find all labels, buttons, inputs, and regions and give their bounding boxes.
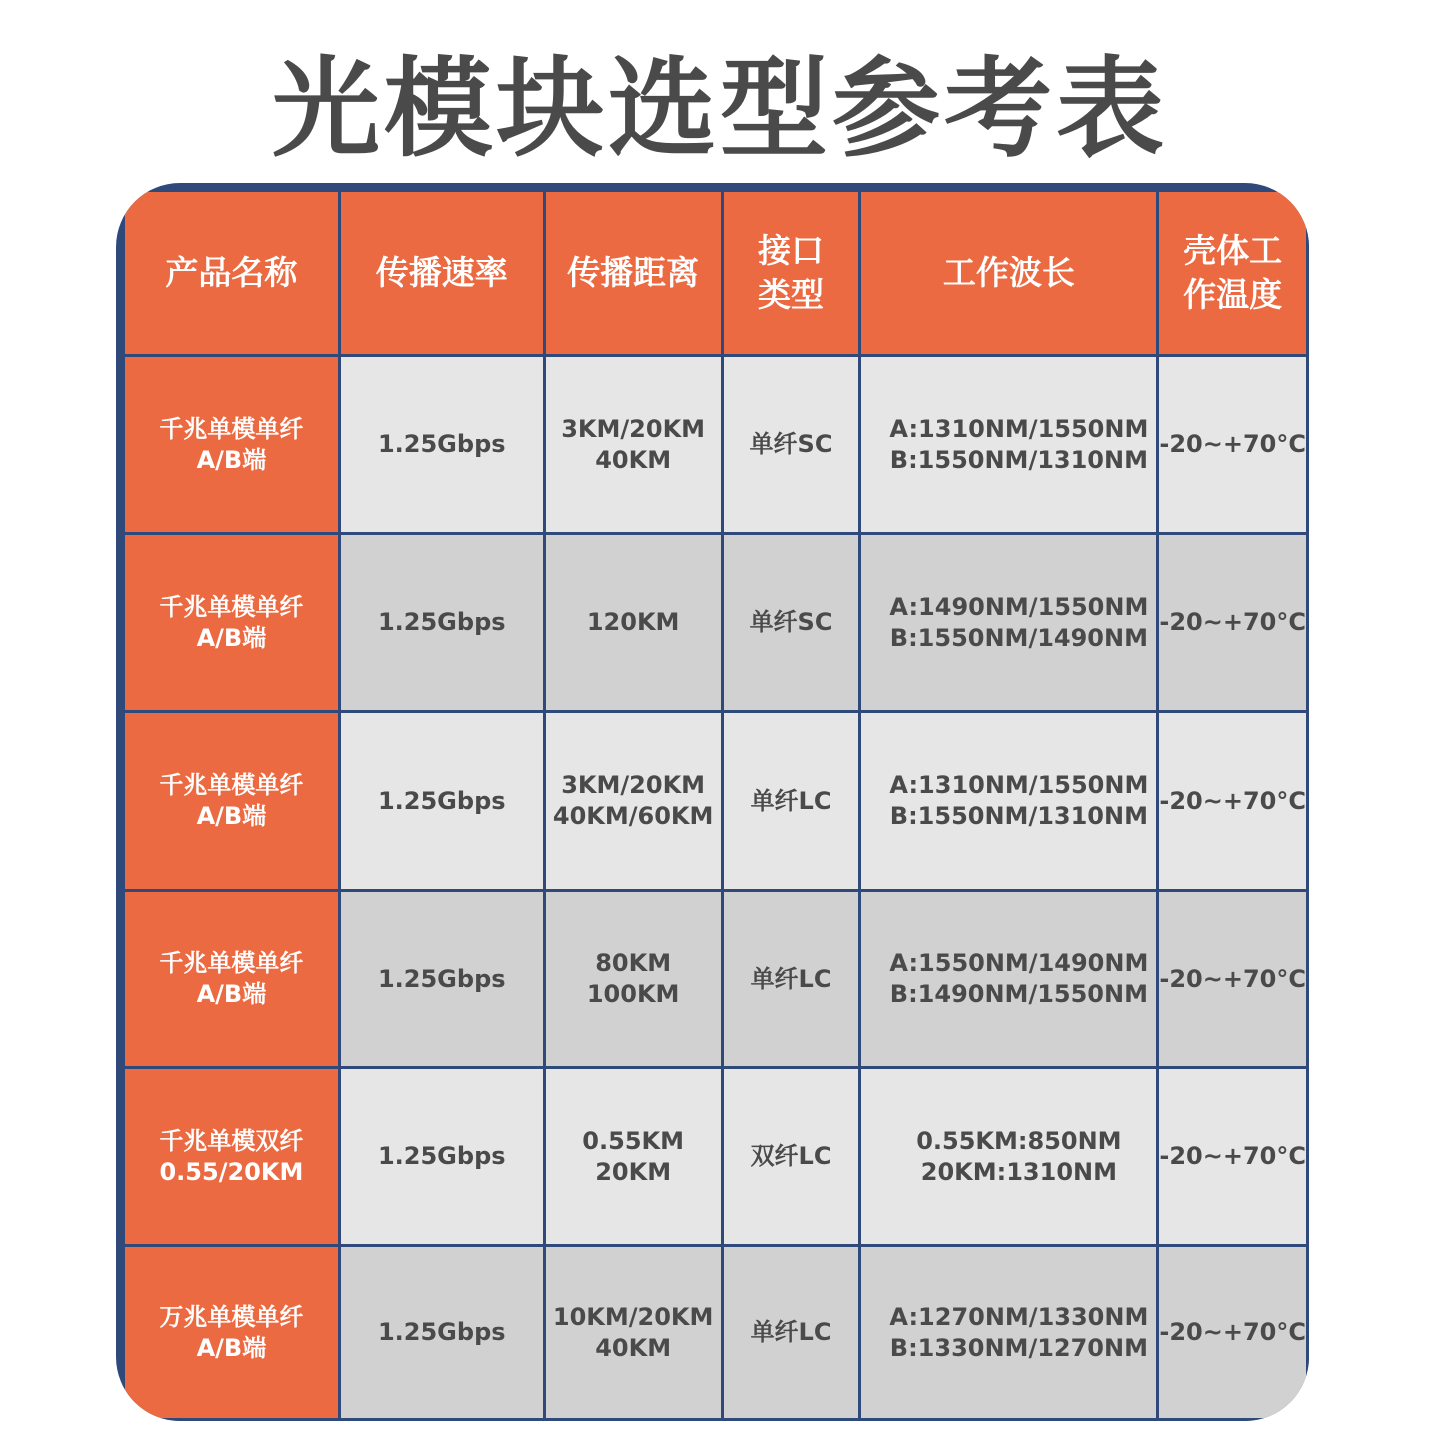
rate-cell bbox=[339, 712, 544, 891]
temperature-cell bbox=[1158, 534, 1308, 712]
product-name-cell-line: A/B端 bbox=[196, 445, 267, 474]
product-name-cell-line: 千兆单模单纤 bbox=[159, 414, 304, 443]
table-row bbox=[124, 534, 1308, 712]
product-name-cell-line: A/B端 bbox=[196, 623, 267, 652]
rate-cell-text: 1.25Gbps bbox=[377, 1142, 506, 1170]
distance-cell-line: 40KM/60KM bbox=[552, 802, 714, 830]
product-name-cell-line: 千兆单模单纤 bbox=[159, 949, 304, 977]
header-wavelength: 工作波长 bbox=[860, 191, 1158, 356]
product-name-cell-line: 万兆单模单纤 bbox=[159, 1302, 304, 1331]
temperature-cell-text: -20~+70°C bbox=[1159, 430, 1306, 458]
temperature-cell-text: -20~+70°C bbox=[1159, 1142, 1306, 1170]
wavelength-cell-line: B:1550NM/1310NM bbox=[889, 445, 1148, 474]
table-row bbox=[124, 1068, 1308, 1246]
distance-cell-line: 20KM bbox=[595, 1157, 672, 1186]
product-name-cell bbox=[124, 712, 340, 891]
wavelength-cell bbox=[860, 534, 1158, 712]
wavelength-cell bbox=[860, 1068, 1158, 1246]
interface-cell-text: 单纤LC bbox=[750, 1318, 832, 1346]
distance-cell-line: 0.55KM bbox=[582, 1126, 684, 1155]
product-name-cell-line: A/B端 bbox=[196, 1333, 267, 1362]
rate-cell-text: 1.25Gbps bbox=[377, 430, 506, 458]
temperature-cell bbox=[1158, 891, 1308, 1068]
wavelength-cell-line: B:1490NM/1550NM bbox=[889, 980, 1148, 1008]
header-temperature: 壳体工 作温度 bbox=[1158, 191, 1308, 356]
header-row bbox=[124, 191, 1308, 356]
temperature-cell bbox=[1158, 712, 1308, 891]
product-name-cell-line: 0.55/20KM bbox=[159, 1157, 304, 1186]
distance-cell bbox=[544, 356, 722, 534]
distance-cell-line: 3KM/20KM bbox=[561, 771, 706, 799]
header-rate: 传播速率 bbox=[339, 191, 544, 356]
rate-cell bbox=[339, 534, 544, 712]
interface-cell bbox=[722, 1246, 860, 1420]
distance-cell bbox=[544, 891, 722, 1068]
distance-cell-line: 120KM bbox=[586, 608, 680, 636]
interface-cell bbox=[722, 712, 860, 891]
interface-cell bbox=[722, 891, 860, 1068]
wavelength-cell-line: A:1490NM/1550NM bbox=[889, 592, 1149, 621]
interface-cell bbox=[722, 356, 860, 534]
interface-cell-text: 单纤SC bbox=[749, 608, 833, 636]
wavelength-cell bbox=[860, 712, 1158, 891]
temperature-cell bbox=[1158, 1068, 1308, 1246]
wavelength-cell-line: B:1550NM/1310NM bbox=[889, 802, 1148, 830]
temperature-cell bbox=[1158, 356, 1308, 534]
header-product-name: 产品名称 bbox=[124, 191, 340, 356]
distance-cell-line: 80KM bbox=[595, 949, 672, 977]
wavelength-cell-line: A:1550NM/1490NM bbox=[889, 949, 1149, 977]
distance-cell bbox=[544, 712, 722, 891]
interface-cell-text: 双纤LC bbox=[750, 1142, 832, 1170]
product-name-cell bbox=[124, 534, 340, 712]
temperature-cell bbox=[1158, 1246, 1308, 1420]
rate-cell-text: 1.25Gbps bbox=[377, 786, 506, 815]
product-name-cell-line: A/B端 bbox=[196, 802, 267, 830]
distance-cell-line: 100KM bbox=[586, 980, 680, 1008]
header-distance: 传播距离 bbox=[544, 191, 722, 356]
spec-table bbox=[122, 189, 1309, 1421]
product-name-cell bbox=[124, 356, 340, 534]
wavelength-cell-line: B:1550NM/1490NM bbox=[889, 623, 1148, 652]
product-name-cell bbox=[124, 891, 340, 1068]
interface-cell bbox=[722, 534, 860, 712]
interface-cell-text: 单纤LC bbox=[750, 964, 832, 993]
product-name-cell bbox=[124, 1246, 340, 1420]
wavelength-cell bbox=[860, 891, 1158, 1068]
wavelength-cell bbox=[860, 356, 1158, 534]
rate-cell bbox=[339, 356, 544, 534]
rate-cell bbox=[339, 1246, 544, 1420]
interface-cell bbox=[722, 1068, 860, 1246]
table-row bbox=[124, 356, 1308, 534]
temperature-cell-text: -20~+70°C bbox=[1159, 786, 1306, 815]
product-name-cell-line: 千兆单模单纤 bbox=[159, 592, 304, 621]
rate-cell-text: 1.25Gbps bbox=[377, 964, 506, 993]
table-row bbox=[124, 891, 1308, 1068]
product-name-cell-line: 千兆单模单纤 bbox=[159, 771, 304, 799]
wavelength-cell-line: 20KM:1310NM bbox=[920, 1157, 1117, 1186]
rate-cell-text: 1.25Gbps bbox=[377, 608, 506, 636]
rate-cell bbox=[339, 1068, 544, 1246]
distance-cell bbox=[544, 1246, 722, 1420]
product-name-cell bbox=[124, 1068, 340, 1246]
distance-cell bbox=[544, 534, 722, 712]
interface-cell-text: 单纤LC bbox=[750, 786, 832, 815]
wavelength-cell-line: A:1310NM/1550NM bbox=[889, 414, 1149, 443]
header-interface: 接口 类型 bbox=[722, 191, 860, 356]
wavelength-cell-line: 0.55KM:850NM bbox=[916, 1126, 1122, 1155]
page-title: 光模块选型参考表 bbox=[271, 47, 1168, 172]
table-row bbox=[124, 1246, 1308, 1420]
distance-cell-line: 40KM bbox=[595, 1333, 672, 1362]
distance-cell bbox=[544, 1068, 722, 1246]
distance-cell-line: 10KM/20KM bbox=[552, 1302, 714, 1331]
product-name-cell-line: A/B端 bbox=[196, 980, 267, 1008]
table-row bbox=[124, 712, 1308, 891]
wavelength-cell-line: A:1310NM/1550NM bbox=[889, 771, 1149, 799]
wavelength-cell bbox=[860, 1246, 1158, 1420]
temperature-cell-text: -20~+70°C bbox=[1159, 1318, 1306, 1346]
wavelength-cell-line: B:1330NM/1270NM bbox=[889, 1333, 1148, 1362]
distance-cell-line: 40KM bbox=[595, 445, 672, 474]
wavelength-cell-line: A:1270NM/1330NM bbox=[889, 1302, 1149, 1331]
rate-cell-text: 1.25Gbps bbox=[377, 1318, 506, 1346]
interface-cell-text: 单纤SC bbox=[749, 430, 833, 458]
rate-cell bbox=[339, 891, 544, 1068]
table-frame bbox=[116, 183, 1309, 1421]
product-name-cell-line: 千兆单模双纤 bbox=[159, 1126, 304, 1155]
distance-cell-line: 3KM/20KM bbox=[561, 414, 706, 443]
temperature-cell-text: -20~+70°C bbox=[1159, 608, 1306, 636]
temperature-cell-text: -20~+70°C bbox=[1159, 964, 1306, 993]
